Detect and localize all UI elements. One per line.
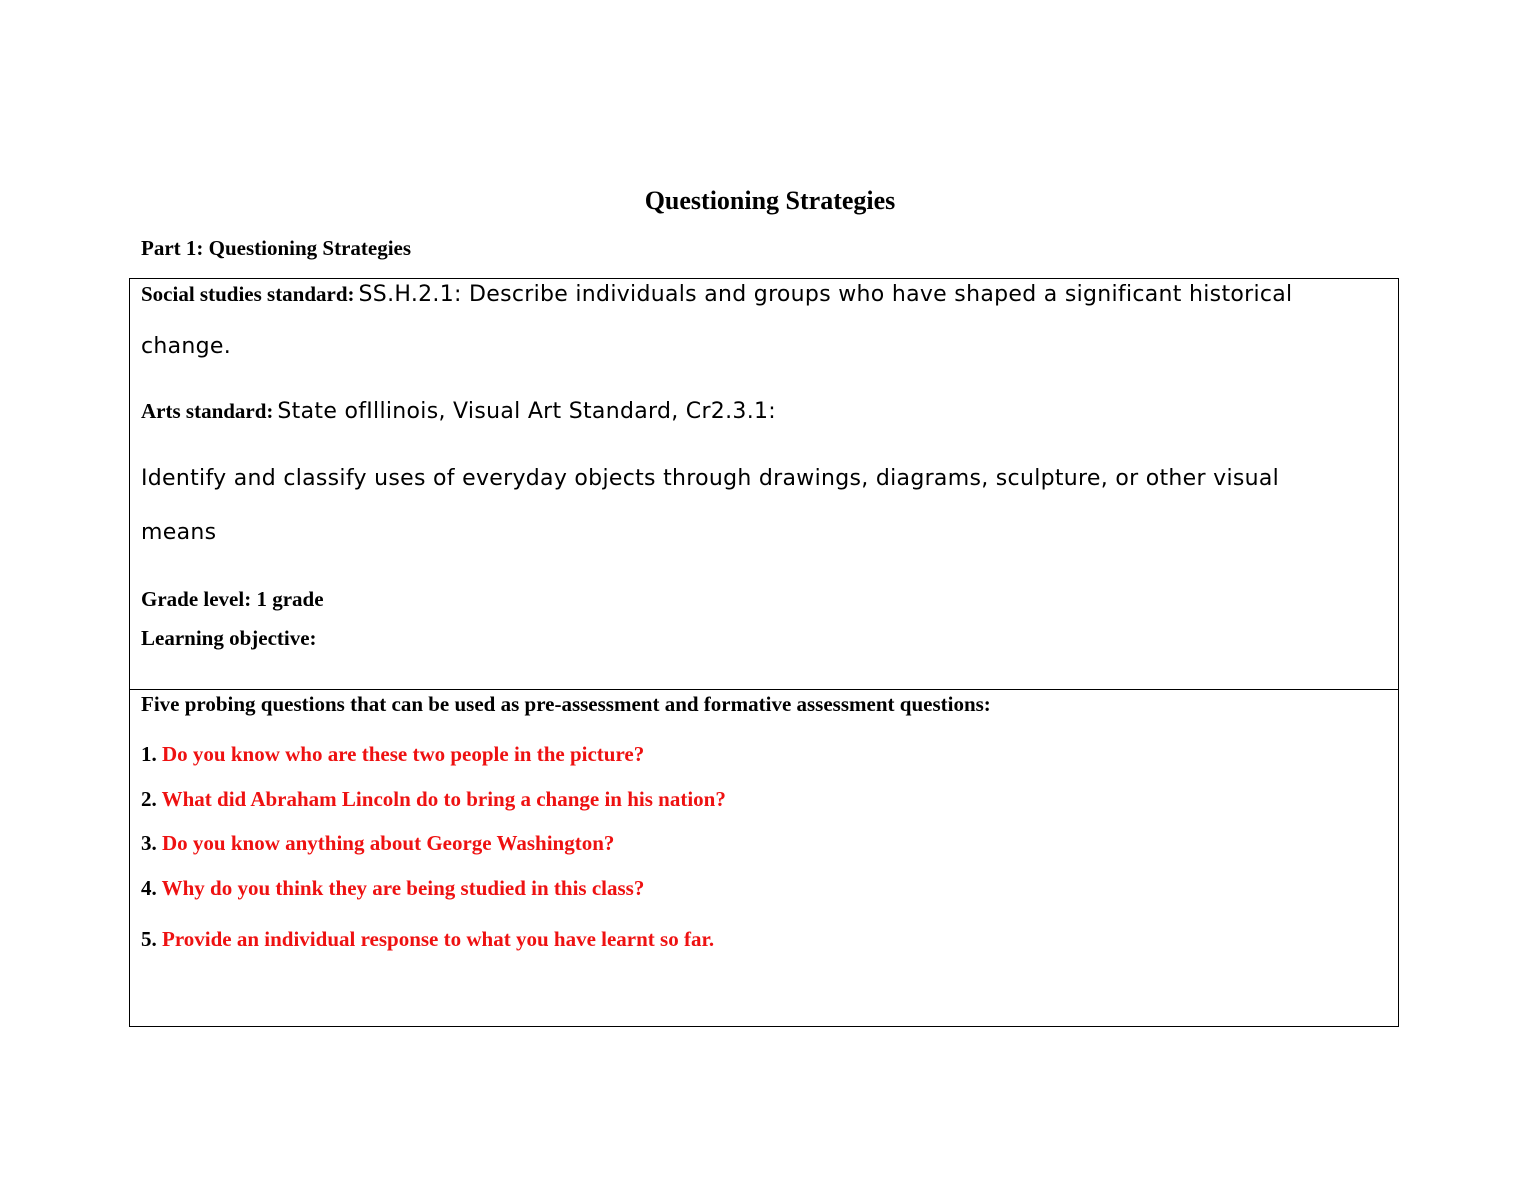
learning-objective: Learning objective: [141,626,317,650]
questions-cell [130,690,1398,1026]
question-item [141,831,614,856]
standards-table [129,278,1399,1027]
arts-standard-description-continued: means [141,520,217,545]
question-text: Why do you think they are being studied in this class? [161,876,645,900]
social-studies-label: Social studies standard: [141,282,355,306]
question-number: 1. [141,742,157,766]
arts-standard [141,399,776,424]
question-item [141,742,644,767]
standards-cell [130,279,1398,690]
arts-standard-description: Identify and classify uses of everyday objects through drawings, diagrams, sculpture, or other visual [141,466,1280,491]
question-item [141,787,726,812]
question-text: Provide an individual response to what you have learnt so far. [162,927,715,951]
question-item [141,927,714,952]
question-number: 5. [141,927,157,951]
document-title: Questioning Strategies [644,186,896,215]
social-studies-text: SS.H.2.1: Describe individuals and groups who have shaped a significant historical [358,282,1293,307]
grade-level: Grade level: 1 grade [141,587,324,611]
question-number: 4. [141,876,157,900]
question-text: What did Abraham Lincoln do to bring a change in his nation? [161,787,726,811]
question-number: 2. [141,787,157,811]
question-number: 3. [141,831,157,855]
question-text: Do you know who are these two people in the picture? [162,742,645,766]
question-text: Do you know anything about George Washington? [162,831,615,855]
arts-standard-text: State ofIllinois, Visual Art Standard, Cr2.3.1: [277,399,776,424]
part-heading: Part 1: Questioning Strategies [141,236,412,260]
social-studies-standard [141,282,1292,307]
question-item [141,876,644,901]
social-studies-text-continued: change. [141,334,232,359]
questions-heading: Five probing questions that can be used as pre-assessment and formative assessment questions: [141,692,991,716]
arts-standard-label: Arts standard: [141,399,274,423]
